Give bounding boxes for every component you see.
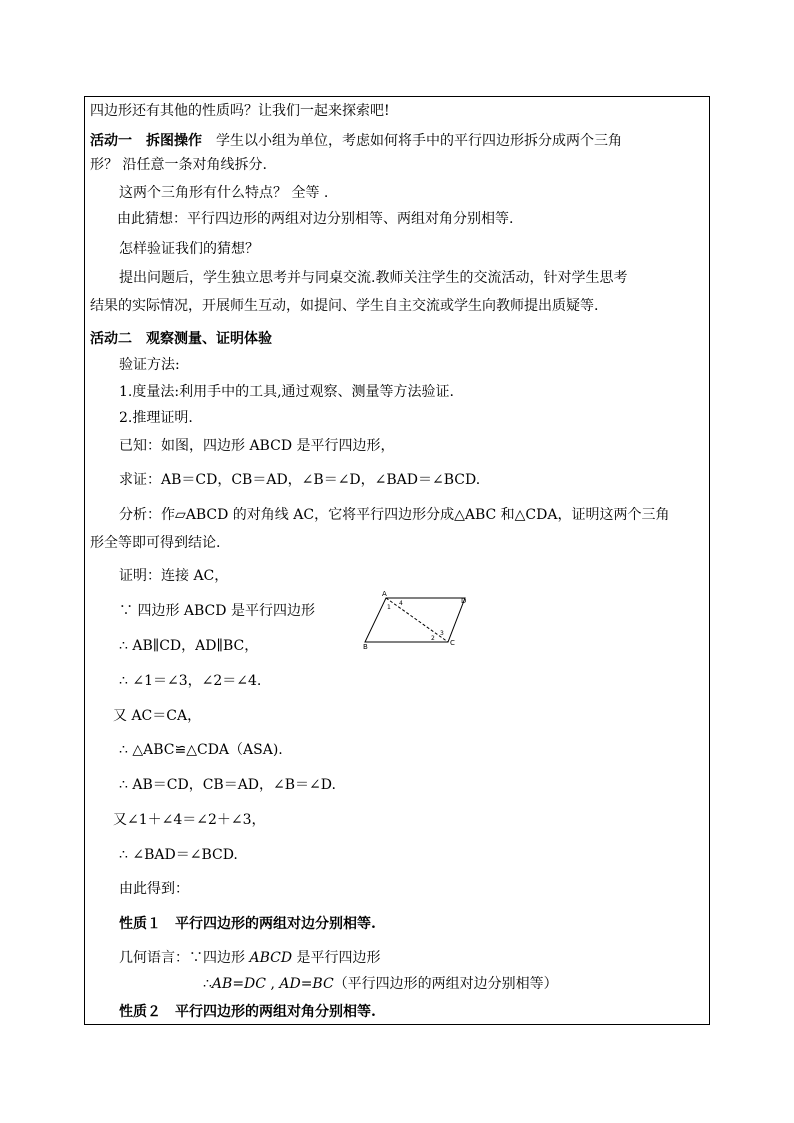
geometry-language-abcd: ABCD [249,950,293,966]
proof-step-4: 又 AC＝CA， [113,708,202,724]
angle-1-label: 1 [387,604,391,611]
property-1: 性质１ 平行四边形的两组对边分别相等. [119,916,376,932]
activity-one-text: 学生以小组为单位，考虑如何将手中的平行四边形拆分成两个三角 [202,133,622,149]
activity-two-heading: 活动二 观察测量、证明体验 [90,331,272,347]
method-measure: 1.度量法:利用手中的工具,通过观察、测量等方法验证. [119,384,454,400]
reason-text: （平行四边形的两组对边分别相等） [333,976,558,992]
diagonal-ac [386,598,448,642]
analysis-line-1: 分析：作▱ABCD 的对角线 AC，它将平行四边形分成△ABC 和△CDA，证明这两个三角 [119,507,670,523]
discussion-line-2: 结果的实际情况，开展师生互动，如提问、学生自主交流或学生向教师提出质疑等. [90,298,599,314]
angle-2-label: 2 [431,635,435,642]
conclusion-intro: 由此得到： [119,881,189,897]
activity-one-continue: 形？ 沿任意一条对角线拆分. [90,157,267,173]
proof-step-8: ∴ ∠BAD＝∠BCD. [119,847,238,863]
separator: , [266,976,280,992]
method-proof: 2.推理证明. [119,410,193,426]
geometry-language-suffix: 是平行四边形 [292,950,381,966]
therefore-symbol: ∴ [203,976,212,992]
verify-question: 怎样验证我们的猜想？ [119,241,259,257]
property-2: 性质２ 平行四边形的两组对角分别相等. [119,1004,376,1020]
vertex-a-label: A [382,590,387,598]
vertex-c-label: C [450,639,455,647]
ab-equals-dc: AB=DC [211,976,266,992]
prove-statement: 求证：AB＝CD，CB＝AD，∠B＝∠D，∠BAD＝∠BCD. [119,472,481,488]
conjecture: 由此猜想：平行四边形的两组对边分别相等、两组对角分别相等. [117,211,514,227]
method-title: 验证方法: [119,357,180,373]
geometry-language-line-2 [203,974,558,994]
ad-equals-bc: AD=BC [279,976,334,992]
discussion-line-1: 提出问题后，学生独立思考并与同桌交流.教师关注学生的交流活动，针对学生思考 [119,270,628,286]
geometry-language-line-1 [119,948,381,968]
given-statement: 已知：如图，四边形 ABCD 是平行四边形， [119,438,395,454]
proof-step-6: ∴ AB＝CD，CB＝AD，∠B＝∠D. [119,777,336,793]
proof-step-7: 又∠1＋∠4＝∠2＋∠3， [113,812,266,828]
angle-3-label: 3 [440,630,444,637]
vertex-d-label: D [461,597,467,605]
parallelogram-outline [365,598,465,642]
activity-one-heading: 活动一 拆图操作 [90,133,202,149]
vertex-b-label: B [363,643,368,651]
parallelogram-figure [350,587,480,657]
proof-step-5: ∴ △ABC≌△CDA（ASA). [119,742,283,758]
proof-step-2: ∴ AB∥CD，AD∥BC， [119,638,259,654]
analysis-line-2: 形全等即可得到结论. [90,535,221,551]
activity-one-line [90,131,622,151]
proof-step-3: ∴ ∠1＝∠3，∠2＝∠4. [119,673,262,689]
angle-4-label: 4 [399,600,403,607]
triangle-question: 这两个三角形有什么特点？ 全等 . [119,185,329,201]
proof-start: 证明：连接 AC， [119,568,229,584]
geometry-language-prefix: 几何语言：∵四边形 [119,950,250,966]
proof-step-1: ∵ 四边形 ABCD 是平行四边形 [119,603,315,619]
intro-question: 四边形还有其他的性质吗？让我们一起来探索吧! [90,103,390,119]
